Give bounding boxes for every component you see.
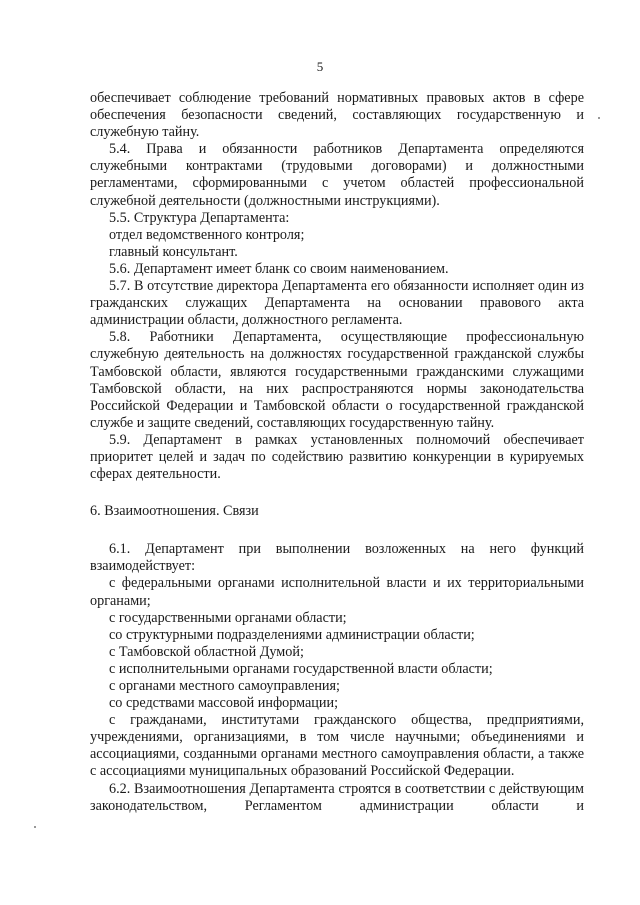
interaction-item: с государственными органами области; — [109, 609, 347, 626]
interaction-item: со средствами массовой информации; — [109, 695, 339, 712]
paragraph-continuation: обеспечивает соблюдение требований нормативных правовых актов в сфере обеспечения безопасности сведений, составляющих государственную и служебную тайну. — [90, 90, 584, 141]
paragraph-5-5: 5.5. Структура Департамента: — [109, 209, 290, 226]
interaction-item: с федеральными органами исполнительной власти и их территориальными органами; — [90, 575, 584, 609]
scan-speck — [34, 826, 36, 828]
document-body — [90, 90, 584, 815]
interaction-item: с Тамбовской областной Думой; — [109, 643, 304, 660]
paragraph-5-9: 5.9. Департамент в рамках установленных полномочий обеспечивает приоритет целей и задач по содействию развитию конкуренции в курируемых сферах деятельности. — [90, 431, 584, 483]
interaction-item: с органами местного самоуправления; — [109, 678, 340, 694]
paragraph-6-1: 6.1. Департамент при выполнении возложенных на него функций взаимодействует: — [90, 541, 584, 575]
paragraph-6-2: 6.2. Взаимоотношения Департамента строятся в соответствии с действующим законодательством, Регламентом администрации области и — [90, 780, 584, 814]
interaction-item: со структурными подразделениями администрации области; — [109, 626, 475, 643]
scan-speck — [598, 117, 600, 119]
structure-item-consultant: главный консультант. — [109, 243, 238, 260]
paragraph-5-8: 5.8. Работники Департамента, осуществляющие профессиональную служебную деятельность на должностях государственной гражданской службы Тамбовской области, являются государственными гражданскими служащими Тамбовской области, на них распространяются нормы законодательства Российской Федерации и Тамбовской области о государственной гражданской службе и защите сведений, составляющих государственную тайну. — [90, 329, 584, 431]
interaction-item: с исполнительными органами государственной власти области; — [109, 660, 493, 677]
page-number: 5 — [316, 59, 324, 74]
paragraph-5-7: 5.7. В отсутствие директора Департамента его обязанности исполняет один из гражданских служащих Департамента на основании правового акта администрации области, должностного регламента. — [90, 278, 584, 329]
section-heading: 6. Взаимоотношения. Связи — [90, 503, 259, 520]
paragraph-5-6: 5.6. Департамент имеет бланк со своим наименованием. — [109, 260, 449, 277]
interaction-item: с гражданами, институтами гражданского общества, предприятиями, учреждениями, организациями, в том числе научными; объединениями и ассоциациями, созданными органами местного самоуправления области, а также с ассоциациями муниципальных образований Российской Федерации. — [90, 712, 584, 780]
structure-item-department: отдел ведомственного контроля; — [109, 226, 305, 243]
paragraph-5-4: 5.4. Права и обязанности работников Департамента определяются служебными контрактами (трудовыми договорами) и должностными регламентами, сформированными с учетом областей профессиональной служебной деятельности (должностными инструкциями). — [90, 141, 584, 209]
